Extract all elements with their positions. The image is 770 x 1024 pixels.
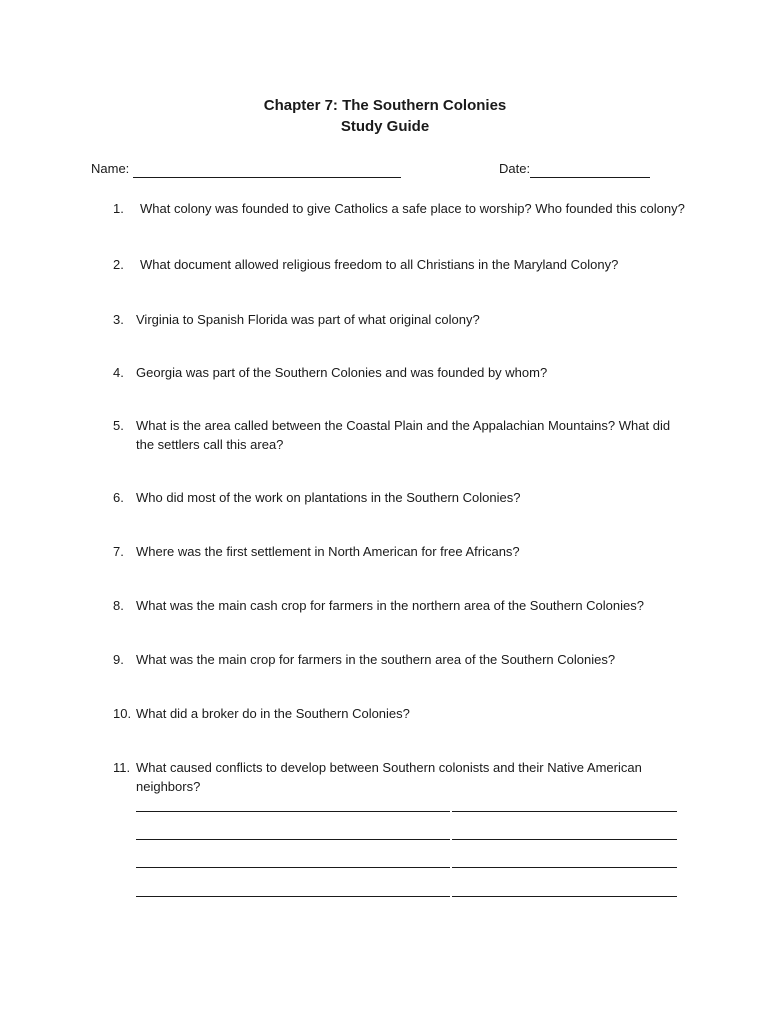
question-text: What caused conflicts to develop between Southern colonists and their Native American neighbors?: [136, 760, 642, 794]
question-11: [113, 758, 688, 796]
answer-line-1[interactable]: [136, 811, 677, 812]
question-text: What did a broker do in the Southern Colonies?: [136, 706, 410, 721]
question-text: What was the main cash crop for farmers in the northern area of the Southern Colonies?: [136, 598, 644, 613]
question-1: [113, 199, 688, 218]
answer-line-2[interactable]: [136, 839, 677, 840]
name-field: [91, 160, 401, 178]
answer-line-4[interactable]: [136, 896, 677, 897]
question-8: [113, 596, 688, 615]
question-3: [113, 310, 688, 329]
date-blank-line[interactable]: [530, 163, 650, 178]
question-text: Virginia to Spanish Florida was part of what original colony?: [136, 312, 480, 327]
name-blank-line[interactable]: [133, 163, 401, 178]
name-label: Name:: [91, 161, 130, 176]
question-5: [113, 416, 688, 454]
question-text: What was the main crop for farmers in the southern area of the Southern Colonies?: [136, 652, 616, 667]
question-number: 9.: [113, 652, 124, 667]
question-text: What is the area called between the Coastal Plain and the Appalachian Mountains? What did the settlers call this area?: [136, 418, 671, 452]
date-label: Date:: [499, 161, 531, 176]
answer-line-3[interactable]: [136, 867, 677, 868]
question-number: 10.: [113, 706, 132, 721]
question-number: 3.: [113, 312, 124, 327]
question-9: [113, 650, 688, 669]
question-number: 4.: [113, 365, 124, 380]
question-text: What document allowed religious freedom to all Christians in the Maryland Colony?: [140, 257, 619, 272]
page-subtitle: Study Guide: [340, 118, 430, 135]
question-number: 7.: [113, 544, 124, 559]
question-number: 11.: [113, 760, 131, 775]
question-number: 6.: [113, 490, 124, 505]
question-number: 1.: [113, 201, 124, 216]
date-field: [499, 160, 650, 178]
question-10: [113, 704, 688, 723]
page-title: Chapter 7: The Southern Colonies: [263, 97, 507, 114]
question-number: 8.: [113, 598, 124, 613]
question-4: [113, 363, 688, 382]
question-2: [113, 255, 688, 274]
question-text: Where was the first settlement in North American for free Africans?: [136, 544, 520, 559]
question-text: Georgia was part of the Southern Colonies and was founded by whom?: [136, 365, 548, 380]
question-text: Who did most of the work on plantations in the Southern Colonies?: [136, 490, 521, 505]
question-number: 2.: [113, 257, 124, 272]
question-6: [113, 488, 688, 507]
question-text: What colony was founded to give Catholics a safe place to worship? Who founded this colony?: [140, 201, 685, 216]
question-number: 5.: [113, 418, 124, 433]
question-7: [113, 542, 688, 561]
